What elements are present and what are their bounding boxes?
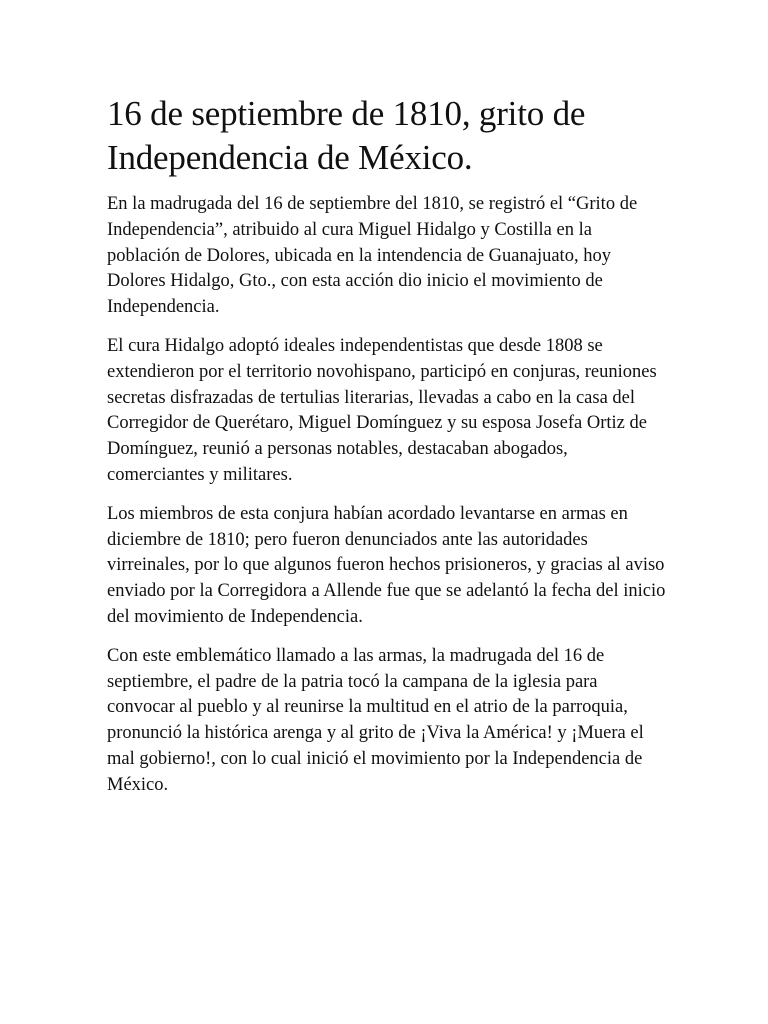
paragraph-2: El cura Hidalgo adoptó ideales independentistas que desde 1808 se extendieron por el territorio novohispano, participó en conjuras, reuniones secretas disfrazadas de tertulias literarias, llevadas a cabo en la casa del Corregidor de Querétaro, Miguel Domínguez y su esposa Josefa Ortiz de Domínguez, reunió a personas notables, destacaban abogados, comerciantes y militares. <box>107 335 657 485</box>
paragraph-4: Con este emblemático llamado a las armas, la madrugada del 16 de septiembre, el padre de la patria tocó la campana de la iglesia para convocar al pueblo y al reunirse la multitud en el atrio de la parroquia, pronunció la histórica arenga y al grito de ¡Viva la América! y ¡Muera el mal gobierno!, con lo cual inició el movimiento por la Independencia de México. <box>107 645 644 795</box>
paragraph-3: Los miembros de esta conjura habían acordado levantarse en armas en diciembre de 1810; pero fueron denunciados ante las autoridades virreinales, por lo que algunos fueron hechos prisioneros, y gracias al aviso enviado por la Corregidora a Allende fue que se adelantó la fecha del inicio del movimiento de Independencia. <box>107 503 666 627</box>
paragraph-1: En la madrugada del 16 de septiembre del 1810, se registró el “Grito de Independencia”, atribuido al cura Miguel Hidalgo y Costilla en la población de Dolores, ubicada en la intendencia de Guanajuato, hoy Dolores Hidalgo, Gto., con esta acción dio inicio el movimiento de Independencia. <box>107 194 638 318</box>
page-title: 16 de septiembre de 1810, grito de Independencia de México. <box>107 94 586 177</box>
